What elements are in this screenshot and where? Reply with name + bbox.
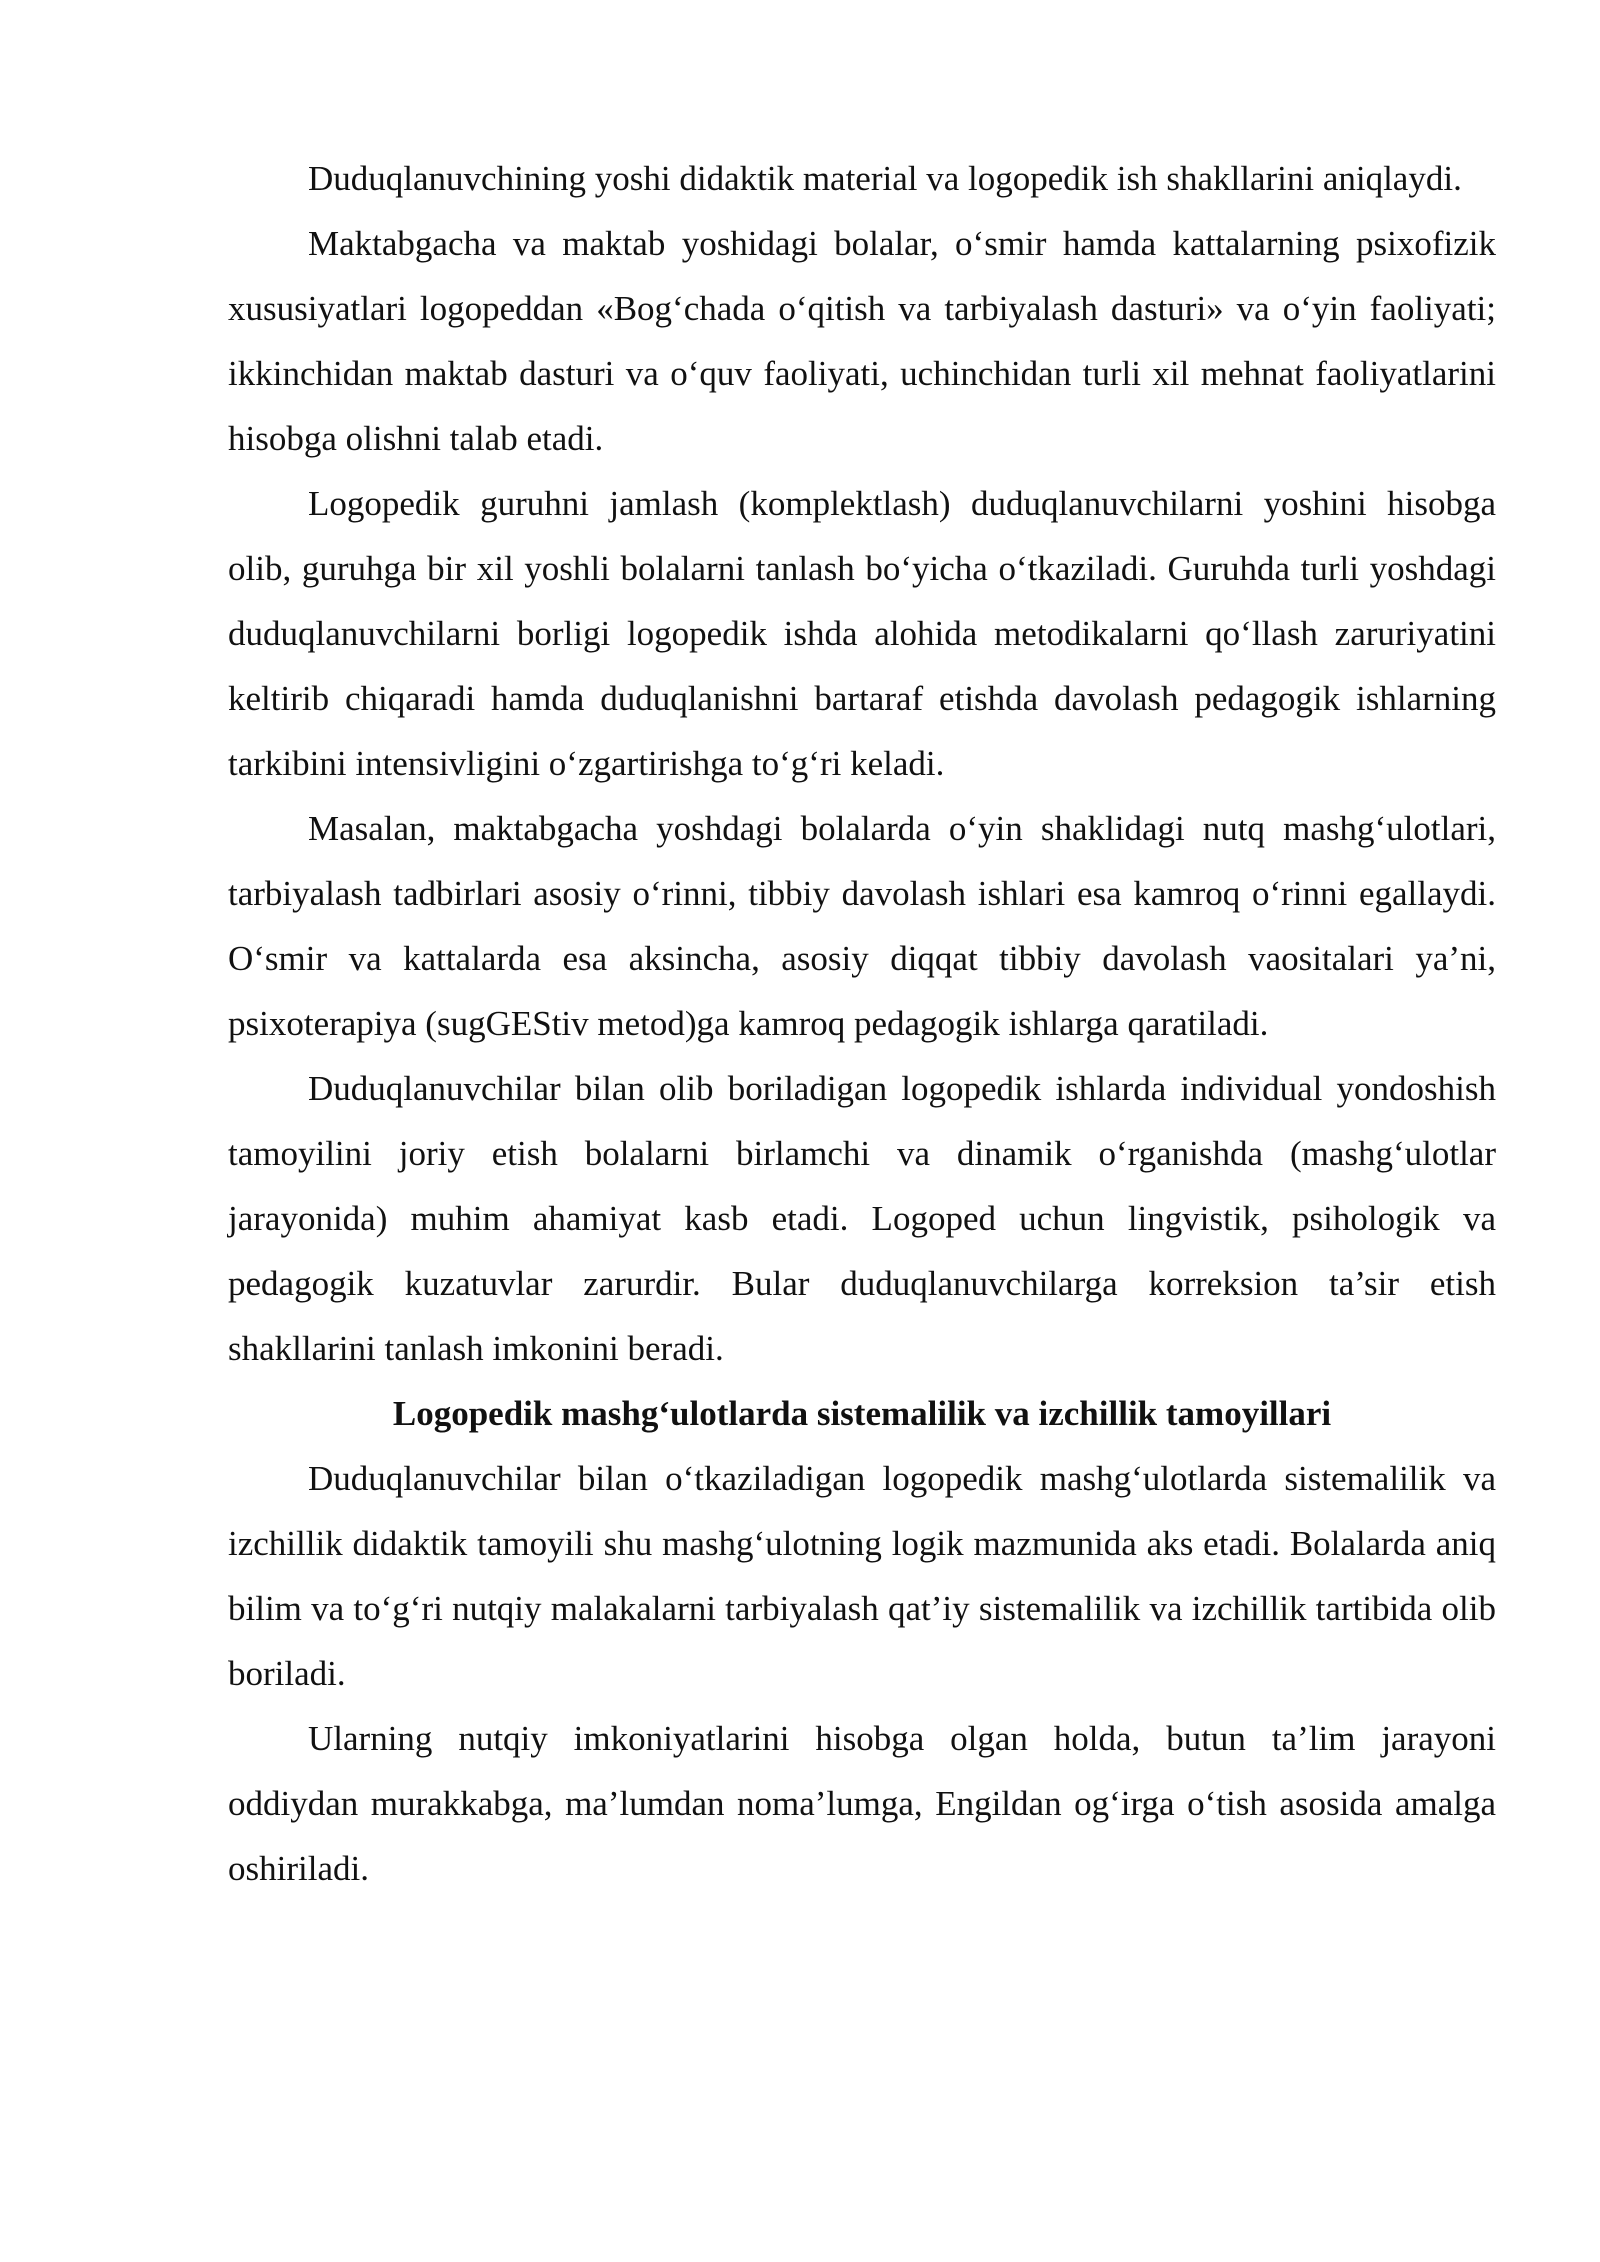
paragraph-5: Duduqlanuvchilar bilan olib boriladigan logopedik ishlarda individual yondoshish tamoyilini joriy etish bolalarni birlamchi va dinamik o‘rganishda (mashg‘ulotlar jarayonida) muhim ahamiyat kasb etadi. Logoped uchun lingvistik, psihologik va pedagogik kuzatuvlar zarurdir. Bular duduqlanuvchilarga korreksion ta’sir etish shakllarini tanlash imkonini beradi. bbox=[228, 1069, 1496, 1368]
paragraph-2: Maktabgacha va maktab yoshidagi bolalar, o‘smir hamda kattalarning psixofizik xususiyatlari logopeddan «Bog‘chada o‘qitish va tarbiyalash dasturi» va o‘yin faoliyati; ikkinchidan maktab dasturi va o‘quv faoliyati, uchinchidan turli xil mehnat faoliyatlarini hisobga olishni talab etadi. bbox=[228, 224, 1496, 458]
document-body bbox=[228, 146, 1496, 1901]
paragraph-1: Duduqlanuvchining yoshi didaktik material va logopedik ish shakllarini aniqlaydi. bbox=[308, 159, 1462, 198]
paragraph-4: Masalan, maktabgacha yoshdagi bolalarda o‘yin shaklidagi nutq mashg‘ulotlari, tarbiyalash tadbirlari asosiy o‘rinni, tibbiy davolash ishlari esa kamroq o‘rinni egallaydi. O‘smir va kattalarda esa aksincha, asosiy diqqat tibbiy davolash vaositalari ya’ni, psixoterapiya (sugGEStiv metod)ga kamroq pedagogik ishlarga qaratiladi. bbox=[228, 809, 1496, 1043]
paragraph-6: Duduqlanuvchilar bilan o‘tkaziladigan logopedik mashg‘ulotlarda sistemalilik va izchillik didaktik tamoyili shu mashg‘ulotning logik mazmunida aks etadi. Bolalarda aniq bilim va to‘g‘ri nutqiy malakalarni tarbiyalash qat’iy sistemalilik va izchillik tartibida olib boriladi. bbox=[228, 1459, 1496, 1693]
paragraph-3: Logopedik guruhni jamlash (komplektlash) duduqlanuvchilarni yoshini hisobga olib, guruhga bir xil yoshli bolalarni tanlash bo‘yicha o‘tkaziladi. Guruhda turli yoshdagi duduqlanuvchilarni borligi logopedik ishda alohida metodikalarni qo‘llash zaruriyatini keltirib chiqaradi hamda duduqlanishni bartaraf etishda davolash pedagogik ishlarning tarkibini intensivligini o‘zgartirishga to‘g‘ri keladi. bbox=[228, 484, 1496, 783]
paragraph-7: Ularning nutqiy imkoniyatlarini hisobga olgan holda, butun ta’lim jarayoni oddiydan murakkabga, ma’lumdan noma’lumga, Engildan og‘irga o‘tish asosida amalga oshiriladi. bbox=[228, 1719, 1496, 1888]
section-heading: Logopedik mashg‘ulotlarda sistemalilik va izchillik tamoyillari bbox=[392, 1394, 1332, 1433]
